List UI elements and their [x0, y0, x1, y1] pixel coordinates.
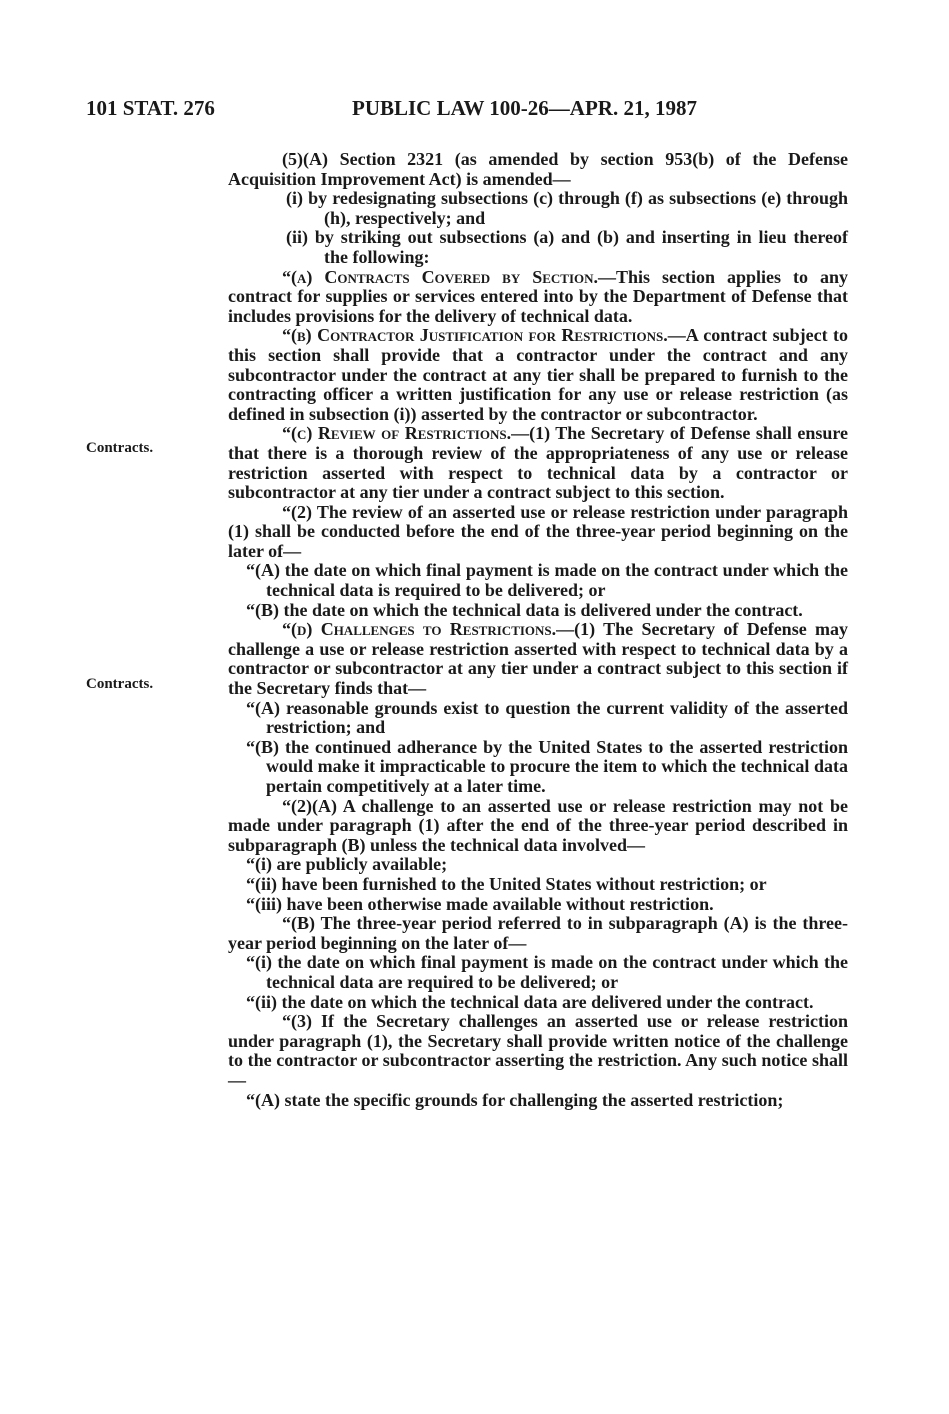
paragraph: (ii) by striking out subsections (a) and (b) and inserting in lieu thereof the following:	[286, 227, 848, 267]
margin-note-contracts: Contracts.	[86, 440, 154, 456]
paragraph: “(ii) the date on which the technical data are delivered under the contract.	[246, 991, 814, 1012]
subsection-text: —(1) The Secretary of Defense may challenge a use or release restriction asserted with respect to technical data by a contractor or subcontractor at any tier under a contract subject to this section if the Secretary finds that—	[228, 619, 848, 699]
subsection-text: —This section applies to any contract for supplies or services entered into by the Department of Defense that includes provisions for the delivery of technical data.	[228, 266, 848, 326]
subsection-text: —A contract subject to this section shall provide that a contractor under the contract and any subcontractor under the contract at any tier shall be prepared to furnish to the contracting officer a written justification for any use or release restriction (as defined in subsection (i)) asserted by the contractor or subcontractor.	[228, 325, 848, 424]
subsection-c	[228, 424, 848, 502]
subsection-a	[228, 268, 848, 327]
public-law-title: PUBLIC LAW 100-26—APR. 21, 1987	[352, 96, 697, 120]
statute-page-number: 101 STAT. 276	[86, 96, 215, 120]
subsection-heading: “(d) Challenges to Restrictions.	[282, 619, 557, 640]
subsection-heading: “(a) Contracts Covered by Section.	[282, 266, 599, 287]
subsection-heading: “(c) Review of Restrictions.	[282, 423, 512, 444]
paragraph: (5)(A) Section 2321 (as amended by section 953(b) of the Defense Acquisition Improvement Act) is amended—	[228, 149, 848, 189]
paragraph: “(B) The three-year period referred to in subparagraph (A) is the three-year period beginning on the later of—	[228, 913, 848, 953]
paragraph: “(3) If the Secretary challenges an asserted use or release restriction under paragraph (1), the Secretary shall provide written notice of the challenge to the contractor or subcontractor asserting the restriction. Any such notice shall—	[228, 1011, 848, 1090]
paragraph: “(2)(A) A challenge to an asserted use or release restriction may not be made under paragraph (1) after the end of the three-year period described in subparagraph (B) unless the technical data involved—	[228, 795, 848, 855]
paragraph: “(A) state the specific grounds for challenging the asserted restriction;	[246, 1089, 784, 1110]
paragraph: “(A) reasonable grounds exist to question the current validity of the asserted restriction; and	[246, 697, 848, 738]
subsection-b	[228, 326, 848, 424]
paragraph: “(ii) have been furnished to the United States without restriction; or	[246, 873, 767, 894]
paragraph: “(2) The review of an asserted use or release restriction under paragraph (1) shall be conducted before the end of the three-year period beginning on the later of—	[228, 501, 848, 561]
paragraph: (i) by redesignating subsections (c) through (f) as subsections (e) through (h), respectively; and	[286, 188, 848, 228]
subsection-text: —(1) The Secretary of Defense shall ensure that there is a thorough review of the appropriateness of any use or release restriction asserted with respect to technical data by a contractor or subcontractor at any tier under a contract subject to this section.	[228, 423, 848, 503]
page-header	[0, 96, 949, 136]
paragraph: “(i) are publicly available;	[246, 854, 448, 875]
subsection-heading: “(b) Contractor Justification for Restrictions.	[282, 325, 668, 346]
margin-note-contracts: Contracts.	[86, 676, 154, 692]
paragraph: “(B) the continued adherance by the United States to the asserted restriction would make it impracticable to procure the item to which the technical data pertain competitively at a later time.	[246, 736, 848, 796]
paragraph: “(iii) have been otherwise made available without restriction.	[246, 893, 714, 914]
paragraph: “(i) the date on which final payment is made on the contract under which the technical data are required to be delivered; or	[246, 952, 848, 992]
subsection-d	[228, 620, 848, 698]
document-body	[228, 150, 848, 1110]
paragraph: “(A) the date on which final payment is made on the contract under which the technical data is required to be delivered; or	[246, 560, 848, 601]
paragraph: “(B) the date on which the technical data is delivered under the contract.	[246, 599, 803, 620]
